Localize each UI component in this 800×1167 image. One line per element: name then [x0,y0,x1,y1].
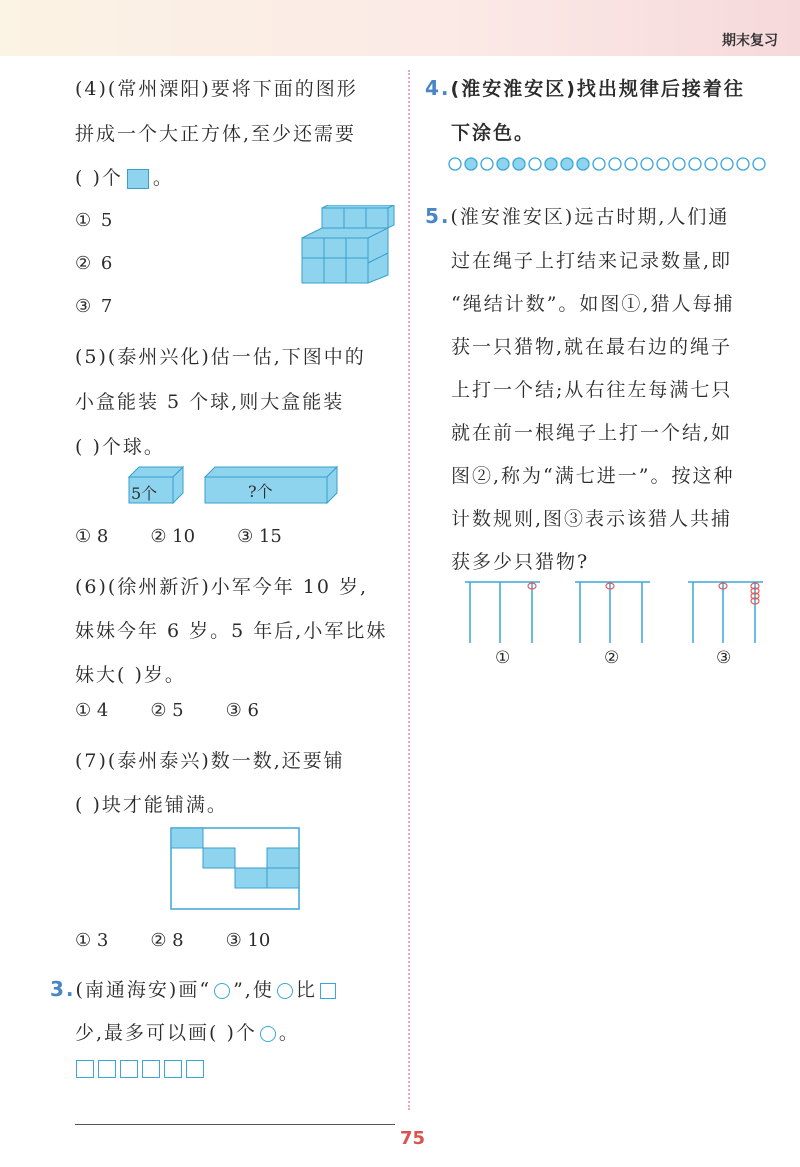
r-q5-line9: 获多少只猎物? [451,551,590,573]
circle-icon [214,983,230,999]
q3-square-row [76,1060,208,1082]
page-number: 75 [400,1128,426,1149]
bead-empty[interactable] [673,158,685,170]
bead-empty[interactable] [641,158,653,170]
q5-line2: 小盒能装 5 个球,则大盒能装 [75,391,345,413]
bead-empty[interactable] [609,158,621,170]
bead-filled[interactable] [545,158,557,170]
square-icon [98,1060,116,1078]
q4-line2: 拼成一个大正方体,至少还需要 [75,123,357,145]
q6-option-1[interactable]: ① 4 [75,700,109,721]
q6-line3: 妹大( )岁。 [75,664,186,686]
r-q4-line2: 下涂色。 [451,122,536,144]
boxes-figure [125,463,345,508]
q4-option-2[interactable]: ② 6 [75,253,115,274]
q4-option-1[interactable]: ① 5 [75,210,115,231]
r-q5-line2: 过在绳子上打结来记录数量,即 [451,250,733,272]
q3-line1: 3.(南通海安)画“ ”,使 比 [50,975,339,1002]
circle-icon [277,983,293,999]
bead-empty[interactable] [449,158,461,170]
bead-pattern-row [448,155,774,173]
bead-empty[interactable] [689,158,701,170]
r-q5-line5: 上打一个结;从右往左每满七只 [451,379,733,401]
q5-option-2[interactable]: ② 10 [150,526,196,547]
q6-line2: 妹妹今年 6 岁。5 年后,小军比妹 [75,620,388,642]
circle-icon [260,1026,276,1042]
square-icon [320,983,336,999]
square-icon [76,1060,94,1078]
q6-option-2[interactable]: ② 5 [150,700,184,721]
q4-line1: (4)(常州溧阳)要将下面的图形 [75,78,358,100]
fig-label-1: ① [495,648,513,668]
q7-option-2[interactable]: ② 8 [150,930,184,951]
unit-cube-icon [127,169,149,189]
tile-grid-figure [170,827,302,913]
q7-line1: (7)(泰州泰兴)数一数,还要铺 [75,750,345,772]
bead-empty[interactable] [625,158,637,170]
footer-rule [75,1124,395,1125]
bead-empty[interactable] [753,158,765,170]
q4-line3: ( )个 。 [75,167,174,189]
q4-blank-text: ( )个 [75,167,123,189]
column-divider [408,70,410,1110]
fig-label-3: ③ [716,648,734,668]
rope-knot-figures [460,578,770,648]
q6-option-3[interactable]: ③ 6 [225,700,259,721]
q5-options [75,526,324,547]
q6-options [75,700,301,721]
q5-line1: (5)(泰州兴化)估一估,下图中的 [75,346,366,368]
q5-option-3[interactable]: ③ 15 [237,526,282,547]
q3-line2: 少,最多可以画( )个 。 [75,1022,300,1044]
q4-option-3[interactable]: ③ 7 [75,296,115,317]
bead-filled[interactable] [513,158,525,170]
q3-number: 3. [50,977,76,1001]
q7-line2: ( )块才能铺满。 [75,794,228,816]
bead-empty[interactable] [529,158,541,170]
small-box-label: 5个 [131,484,158,503]
bead-empty[interactable] [593,158,605,170]
square-icon [120,1060,138,1078]
bead-filled[interactable] [561,158,573,170]
q7-options [75,930,312,951]
r-q5-line3: “绳结计数”。如图①,猎人每捕 [451,293,735,315]
bead-filled[interactable] [465,158,477,170]
square-icon [142,1060,160,1078]
square-icon [186,1060,204,1078]
r-q4-line1: 4.(淮安淮安区)找出规律后接着往 [425,76,745,100]
r-q4-number: 4. [425,76,451,100]
r-q5-line6: 就在前一根绳子上打一个结,如 [451,422,733,444]
bead-empty[interactable] [657,158,669,170]
q5-option-1[interactable]: ① 8 [75,526,109,547]
q7-option-3[interactable]: ③ 10 [225,930,271,951]
q5-line3: ( )个球。 [75,436,165,458]
bead-empty[interactable] [721,158,733,170]
square-icon [164,1060,182,1078]
r-q5-line7: 图②,称为“满七进一”。按这种 [451,465,735,487]
bead-empty[interactable] [705,158,717,170]
r-q5-line8: 计数规则,图③表示该猎人共捕 [451,508,733,530]
r-q5-number: 5. [425,204,451,228]
r-q5-line1: 5.(淮安淮安区)远古时期,人们通 [425,204,730,228]
q7-option-1[interactable]: ① 3 [75,930,109,951]
bead-filled[interactable] [577,158,589,170]
cube-stack-figure [298,205,398,290]
big-box-label: ?个 [248,482,273,501]
fig-label-2: ② [604,648,622,668]
header-band [0,0,800,56]
bead-filled[interactable] [497,158,509,170]
r-q5-line4: 获一只猎物,就在最右边的绳子 [451,336,733,358]
bead-empty[interactable] [737,158,749,170]
q6-line1: (6)(徐州新沂)小军今年 10 岁, [75,576,369,598]
section-title: 期末复习 [722,33,778,49]
bead-empty[interactable] [481,158,493,170]
